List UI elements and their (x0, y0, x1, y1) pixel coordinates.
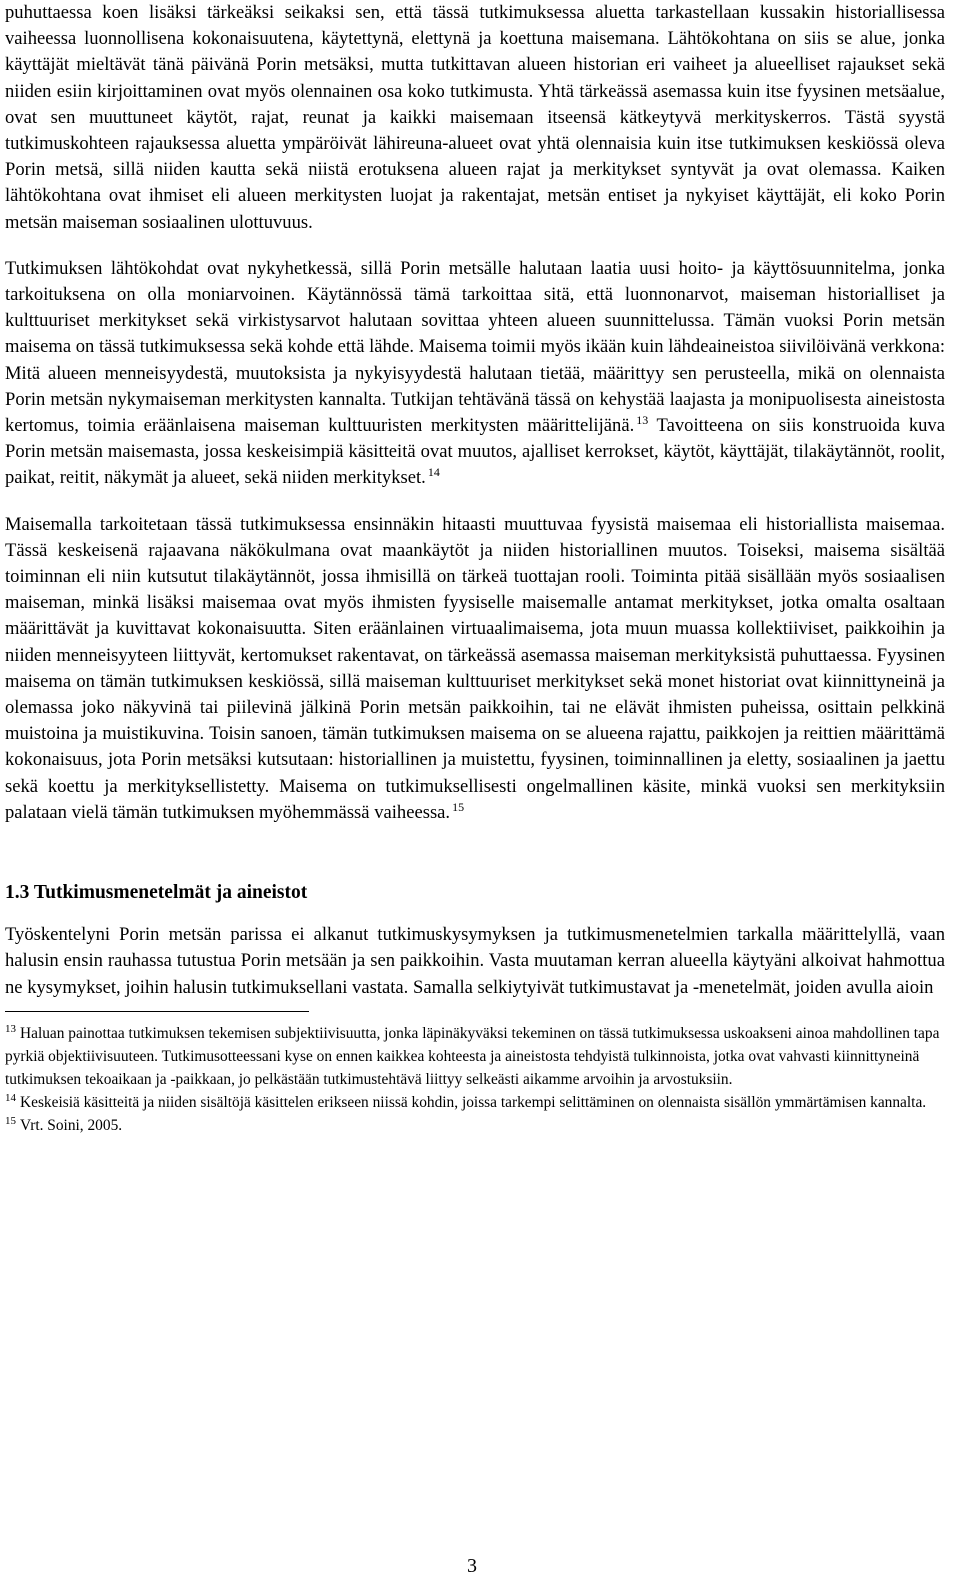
sentence: Tästä syystä tutkimuskohteen rajauksessa aluetta ympäröivät lähireuna-alueet ovat yhtä olennaisia kuin itse tutkimuksen keskiössä oleva Porin metsä, sillä niiden kautta sekä niistä erotuksena alueen rajat ja merkitykset syntyvät ja ovat olemassa. (5, 106, 945, 181)
footnote-number: 15 (5, 1114, 16, 1127)
footnote-text: Haluan painottaa tutkimuksen tekemisen subjektiivisuutta, jonka läpinäkyväksi tekeminen on tässä tutkimuksessa uskoakseni ainoa mahdollinen tapa pyrkiä objektiivisuuteen. Tutkimusotteessani kyse on ennen kaikkea kohteesta ja aineistosta tehdyistä tulkinnoista, jotka ovat vahvasti kiinnittyneinä tutkimuksen tekoaikaan ja -paikkaan, jo pelkästään tutkimustehtävä liittyy selkeästi aikamme arvoihin ja arvostuksiin. (5, 1024, 940, 1088)
sentence: Käytännössä tämä tarkoittaa sitä, että luonnonarvot, maiseman historialliset ja kulttuuriset merkitykset sekä virkistysarvot halutaan sovittaa yhteen alueen suunnittelussa. (5, 284, 945, 332)
body-paragraph-4: Työskentelyni Porin metsän parissa ei alkanut tutkimuskysymyksen ja tutkimusmenetelmien tarkalla määrittelyllä, vaan halusin ensin rauhassa tutustua Porin metsään ja sen paikkoihin. Vasta muutaman kerran alueella käytyäni alkoivat hahmottua ne kysymykset, joihin halusin tutkimuksellani vastata. Samalla selkiytyivät tutkimustavat ja -menetelmät, joiden avulla aioin (5, 924, 945, 998)
body-paragraph-1 (5, 0, 945, 236)
footnotes (5, 1022, 945, 1137)
sentence: Lähtökohtana on siis se alue, jonka käyttäjät mieltävät tänä päivänä Porin metsäksi, mutta tutkittavan alueen historian eri vaiheet ja alueelliset rajaukset sekä niiden esiin kirjoittaminen ovat myös olennainen osa koko tutkimusta. (5, 28, 945, 102)
sentence: Tutkijan tehtävänä tässä on kehystää laajasta ja monipuolisesta aineistosta kertomus, toimia eräänlaisena maiseman kulttuuristen merkitysten määrittelijänä. (5, 388, 945, 437)
footnote-number: 14 (5, 1091, 16, 1104)
document-page (5, 0, 945, 1137)
sentence: Maisema toimii myös ikään kuin lähdeaineistoa siivilöivänä verkkona: Mitä alueen menneisyydestä, muutoksista ja nykyisyydestä halutaan tietää, määrittyy sen perusteella, mikä on olennaista Porin metsän nykymaiseman merkitysten kannalta. (5, 336, 945, 410)
sentence: Fyysinen maisema on tämän tutkimuksen keskiössä, sillä maiseman kulttuuriset merkitykset sekä monet historiat ovat kiinnittyneinä ja olemassa joko näkyvinä tai piilevinä jälkinä Porin metsän paikkoihin, tai ne elävät ihmisten puheissa, osittain pelkkinä muistoina ja muistikuvina. (5, 644, 945, 745)
body-paragraph-3 (5, 512, 945, 826)
sentence: Tämän vuoksi Porin metsän maisema on tässä tutkimuksessa sekä kohde että lähde. (5, 310, 945, 358)
sentence: Toisin sanoen, tämän tutkimuksen maisema on se alueena rajattu, paikkojen ja reittien määrittämä kokonaisuus, jota Porin metsäksi kutsutaan: historiallinen ja muistettu, fyysinen, toiminnallinen ja eletty, sosiaalinen ja jaettu sekä koettu ja merkityksellistetty. (5, 723, 945, 797)
sentence: Maisemalla tarkoitetaan tässä tutkimuksessa ensinnäkin hitaasti muuttuvaa fyysistä maisemaa eli historiallista maisemaa. (5, 513, 945, 535)
sentence: Toiseksi, maisema sisältää toiminnan eli niin kutsutut tilakäytännöt, jossa ihmisillä on tärkeä tuottajan rooli. (5, 539, 946, 588)
footnote-ref-13[interactable]: 13 (636, 412, 649, 427)
sentence: puhuttaessa koen lisäksi tärkeäksi seikaksi sen, että tässä tutkimuksessa aluetta tarkastellaan kussakin historiallisessa vaiheessa luonnollisena kokonaisuutena, käytettynä, elettynä ja koettuna maisemana. (5, 2, 945, 50)
sentence: Kaiken lähtökohtana ovat ihmiset eli alueen merkitysten luojat ja rakentajat, metsän entiset ja nykyiset käyttäjät, eli koko Porin metsän maiseman sosiaalinen ulottuvuus. (5, 159, 945, 233)
body-paragraph-2 (5, 256, 945, 492)
footnote-text: Vrt. Soini, 2005. (20, 1116, 123, 1134)
footnote-15 (5, 1114, 945, 1137)
sentence: Yhtä tärkeässä asemassa kuin itse fyysinen metsäalue, ovat sen muuttuneet käytöt, rajat, reunat ja kaikki maisemaan itseensä kätkeytyvä merkityskerros. (5, 80, 945, 128)
sentence: Siten eräänlainen virtuaalimaisema, jota muun muassa kollektiiviset, paikkoihin ja niiden menneisyyteen liittyvät, kertomukset rakentavat, on tärkeässä asemassa maiseman merkityksistä puhuttaessa. (5, 618, 945, 666)
sentence: Toiminta pitää sisällään myös sosiaalisen maiseman, minkä lisäksi maisemaa ovat myös ihmisten fyysiselle maisemalle antamat merkitykset, jotka omalta osaltaan määrittävät ja kuvittavat kokonaisuutta. (5, 566, 945, 640)
footnote-number: 13 (5, 1022, 16, 1035)
sentence: Tutkimuksen lähtökohdat ovat nykyhetkessä, sillä Porin metsälle halutaan laatia uusi hoito- ja käyttösuunnitelma, jonka tarkoituksena on olla moniarvoinen. (5, 257, 945, 306)
sentence: Tavoitteena on siis konstruoida kuva Porin metsän maisemasta, jossa keskeisimpiä käsitteitä ovat muutos, ajalliset kerrokset, käytöt, käyttäjät, tilakäytännöt, roolit, paikat, reitit, näkymät ja alueet, sekä niiden merkitykset. (5, 415, 945, 489)
footnote-divider (5, 1011, 309, 1012)
page-number: 3 (467, 1555, 477, 1577)
section-heading: 1.3 Tutkimusmenetelmät ja aineistot (5, 882, 308, 904)
sentence: Maisema on tutkimuksellisesti ongelmallinen käsite, minkä vuoksi sen merkityksiin palataan vielä tämän tutkimuksen myöhemmässä vaiheessa. (5, 775, 946, 823)
footnote-14 (5, 1091, 945, 1114)
footnote-ref-14[interactable]: 14 (427, 465, 440, 480)
sentence: Tässä keskeisenä rajaavana näkökulmana ovat maankäytöt ja niiden historiallinen muutos. (5, 539, 728, 561)
footnote-13 (5, 1022, 945, 1091)
footnote-ref-15[interactable]: 15 (452, 799, 465, 814)
footnote-text: Keskeisiä käsitteitä ja niiden sisältöjä käsittelen erikseen niissä kohdin, joissa tarkempi selittäminen on olennaista sisällön ymmärtämisen kannalta. (20, 1093, 927, 1111)
